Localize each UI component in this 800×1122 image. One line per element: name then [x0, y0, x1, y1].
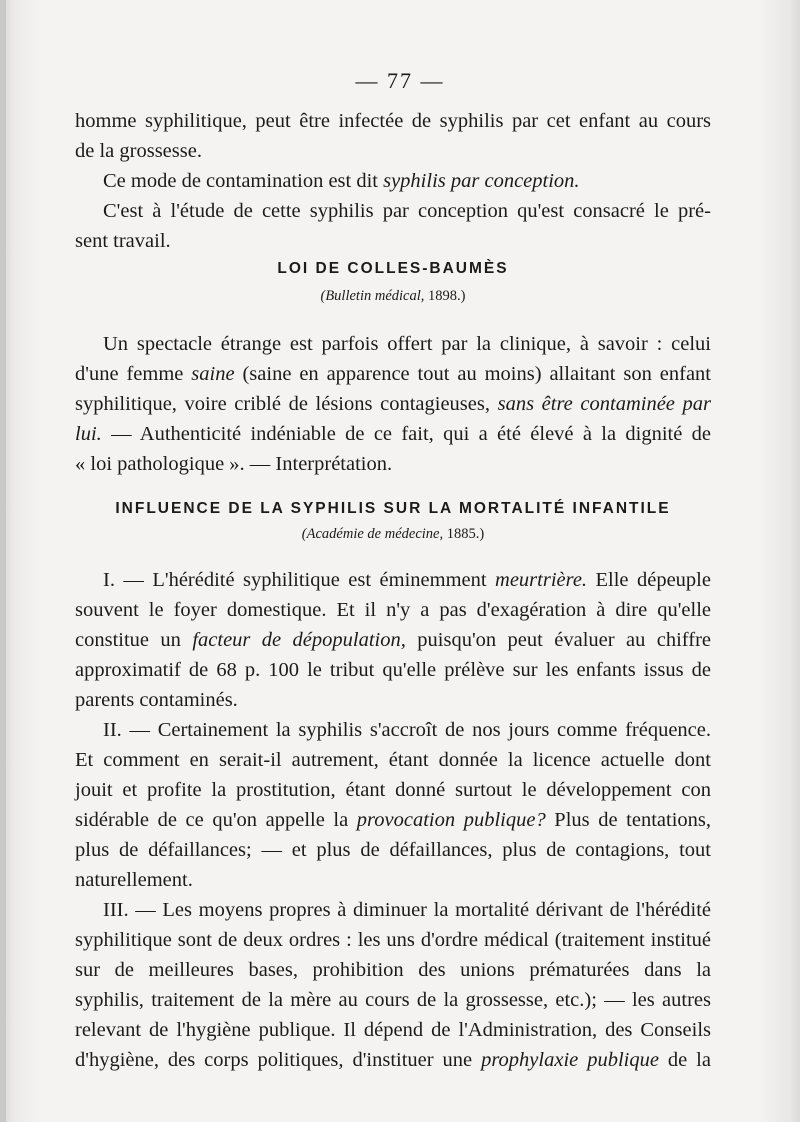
s1-l4-em: lui. [75, 423, 102, 445]
s1-line-3 [75, 389, 711, 419]
section-2-citation-year: 1885.) [443, 526, 485, 542]
s2-p1-line-5: parents contaminés. [75, 689, 238, 711]
s2-p1-l3-post: puisqu'on peut évaluer au chiffre [405, 629, 711, 651]
section-mortalite-infantile [75, 498, 711, 544]
section-1-citation-year: 1898.) [424, 288, 466, 304]
intro-block [75, 106, 711, 256]
s1-l3-em: sans être contaminée par [497, 393, 711, 415]
s2-p2-line-5: plus de défaillances; — et plus de défaillances, plus de contagions, tout [75, 839, 711, 861]
section-1-citation-source: (Bulletin médical, [320, 288, 425, 304]
s2-p3-line-6 [75, 1045, 711, 1075]
section-2-citation [75, 524, 711, 544]
section-1-heading: LOI DE COLLES-BAUMÈS [277, 260, 509, 277]
s1-l2-pre: d'une femme [75, 363, 192, 385]
intro-p2-text: Ce mode de contamination est dit [103, 170, 384, 192]
s2-p3-line-4: syphilis, traitement de la mère au cours de la grossesse, etc.); — les autres [75, 989, 711, 1011]
s2-p2-line-6: naturellement. [75, 869, 193, 891]
s1-line-5: « loi pathologique ». — Interprétation. [75, 453, 393, 475]
page-number: — 77 — [355, 68, 445, 93]
section-colles-baumes [75, 258, 711, 306]
intro-p2-emphasis: syphilis par conception. [383, 170, 580, 192]
s1-l2-em: saine [191, 363, 235, 385]
s2-p2-line-4 [75, 805, 711, 835]
s2-p1-line-2: souvent le foyer domestique. Et il n'y a pas d'exagération à dire qu'elle [75, 599, 711, 621]
section-1-paragraph [75, 329, 711, 479]
s2-p3-line-2: syphilitique sont de deux ordres : les uns d'ordre médical (traitement institué [75, 929, 711, 951]
s2-p2-line-1: II. — Certainement la syphilis s'accroît de nos jours comme fréquence. [103, 719, 711, 741]
section-1-citation [75, 286, 711, 306]
section-2-body [75, 565, 711, 1075]
s1-line-2 [75, 359, 711, 389]
s2-p3-l6-pre: d'hygiène, des corps politiques, d'instituer une [75, 1049, 482, 1071]
section-2-citation-source: (Académie de médecine, [301, 526, 444, 542]
s1-l2-post: (saine en apparence tout au moins) allaitant son enfant [234, 363, 711, 385]
intro-paragraph-2 [75, 166, 711, 196]
s1-l3-pre: syphilitique, voire criblé de lésions contagieuses, [75, 393, 498, 415]
s2-p3-line-1: III. — Les moyens propres à diminuer la mortalité dérivant de l'hérédité [103, 899, 711, 921]
s2-p1-l1-em: meurtrière. [495, 569, 588, 591]
s2-p1-line-1 [75, 565, 711, 595]
s2-p1-l3-em: facteur de dépopulation, [192, 629, 406, 651]
s1-line-4 [75, 419, 711, 449]
s2-p2-line-2: Et comment en serait-il autrement, étant donnée la licence actuelle dont [75, 749, 711, 771]
intro-p3-line-2: sent travail. [75, 230, 171, 252]
s2-p3-l6-post: de la [658, 1049, 711, 1071]
s1-l4-post: — Authenticité indéniable de ce fait, qui a été élevé à la dignité de [101, 423, 711, 445]
s2-p2-l4-post: Plus de tentations, [545, 809, 711, 831]
s2-p1-line-3 [75, 625, 711, 655]
intro-line-2: de la grossesse. [75, 140, 202, 162]
page-edge-shadow [0, 0, 6, 1122]
s2-p3-line-5: relevant de l'hygiène publique. Il dépend de l'Administration, des Conseils [75, 1019, 711, 1041]
intro-line-1: homme syphilitique, peut être infectée de syphilis par cet enfant au cours [75, 110, 711, 132]
s2-p3-l6-em: prophylaxie publique [481, 1049, 659, 1071]
intro-p3-line-1: C'est à l'étude de cette syphilis par conception qu'est consacré le pré- [103, 200, 711, 222]
s2-p2-line-3: jouit et profite la prostitution, étant donné surtout le développement con [75, 779, 711, 801]
s2-p1-l3-pre: constitue un [75, 629, 193, 651]
s2-p1-l1-post: Elle dépeuple [587, 569, 711, 591]
s2-p1-line-4: approximatif de 68 p. 100 le tribut qu'elle prélève sur les enfants issus de [75, 659, 711, 681]
s2-p3-line-3: sur de meilleures bases, prohibition des unions prématurées dans la [75, 959, 711, 981]
s2-p2-l4-pre: sidérable de ce qu'on appelle la [75, 809, 357, 831]
s2-p1-l1-pre: I. — L'hérédité syphilitique est éminemment [103, 569, 496, 591]
s1-line-1: Un spectacle étrange est parfois offert par la clinique, à savoir : celui [103, 333, 711, 355]
section-2-heading: INFLUENCE DE LA SYPHILIS SUR LA MORTALITÉ INFANTILE [115, 500, 671, 517]
s2-p2-l4-em: provocation publique? [356, 809, 546, 831]
